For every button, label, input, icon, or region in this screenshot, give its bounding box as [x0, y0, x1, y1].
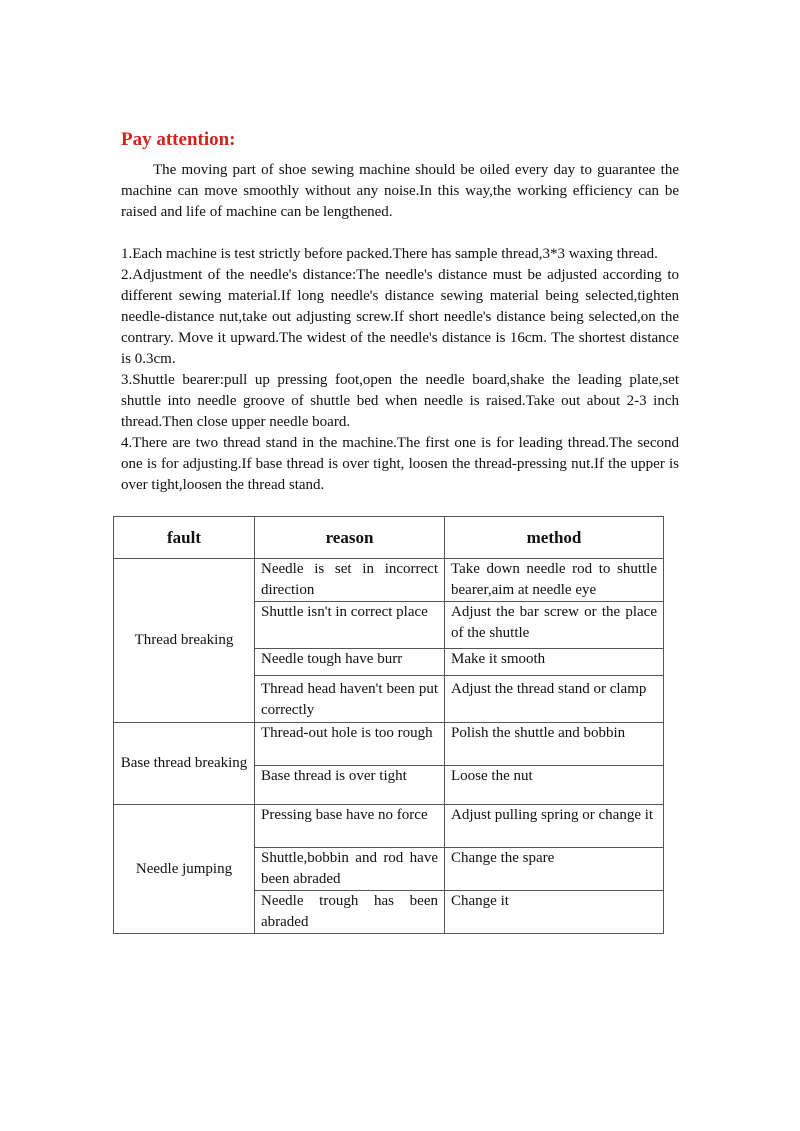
table-header-row	[114, 517, 664, 559]
table-row	[114, 559, 664, 602]
instruction-item: 4.There are two thread stand in the machine.The first one is for leading thread.The second one is for adjusting.If base thread is over tight, loosen the thread-pressing nut.If the upper is over tight,loosen the thread stand.	[121, 435, 679, 493]
instruction-item: 2.Adjustment of the needle's distance:The needle's distance must be adjusted according to different sewing material.If long needle's distance sewing material being selected,tighten needle-distance nut,take out adjusting screw.If short needle's distance being selected,on the contrary. Move it upward.The widest of the needle's distance is 16cm. The shortest distance is 0.3cm.	[121, 267, 679, 367]
method-cell: Adjust the bar screw or the place of the shuttle	[445, 602, 664, 649]
method-cell: Change it	[445, 891, 664, 934]
fault-cell: Needle jumping	[114, 805, 255, 934]
reason-cell: Shuttle,bobbin and rod have been abraded	[255, 848, 445, 891]
table-row	[114, 805, 664, 848]
method-cell: Loose the nut	[445, 766, 664, 805]
section-title: Pay attention:	[121, 129, 236, 150]
reason-cell: Needle is set in incorrect direction	[255, 559, 445, 602]
method-cell: Make it smooth	[445, 649, 664, 676]
reason-cell: Needle tough have burr	[255, 649, 445, 676]
instruction-item: 1.Each machine is test strictly before packed.There has sample thread,3*3 waxing thread.	[121, 246, 658, 262]
fault-cell: Base thread breaking	[114, 723, 255, 805]
instruction-item: 3.Shuttle bearer:pull up pressing foot,open the needle board,shake the leading plate,set shuttle into needle groove of shuttle bed when needle is raised.Take out about 2-3 inch thread.Then close upper needle board.	[121, 372, 679, 430]
document-body	[121, 160, 679, 496]
troubleshooting-table	[113, 516, 664, 934]
reason-cell: Thread-out hole is too rough	[255, 723, 445, 766]
reason-cell: Needle trough has been abraded	[255, 891, 445, 934]
header-method: method	[445, 517, 664, 559]
method-cell: Adjust pulling spring or change it	[445, 805, 664, 848]
method-cell: Change the spare	[445, 848, 664, 891]
reason-cell: Pressing base have no force	[255, 805, 445, 848]
intro-paragraph: The moving part of shoe sewing machine should be oiled every day to guarantee the machine can move smoothly without any noise.In this way,the working efficiency can be raised and life of machine can be lengthened.	[121, 162, 679, 220]
table-row	[114, 723, 664, 766]
reason-cell: Shuttle isn't in correct place	[255, 602, 445, 649]
method-cell: Take down needle rod to shuttle bearer,aim at needle eye	[445, 559, 664, 602]
header-fault: fault	[114, 517, 255, 559]
header-reason: reason	[255, 517, 445, 559]
reason-cell: Base thread is over tight	[255, 766, 445, 805]
method-cell: Adjust the thread stand or clamp	[445, 676, 664, 723]
fault-cell: Thread breaking	[114, 559, 255, 723]
method-cell: Polish the shuttle and bobbin	[445, 723, 664, 766]
reason-cell: Thread head haven't been put correctly	[255, 676, 445, 723]
